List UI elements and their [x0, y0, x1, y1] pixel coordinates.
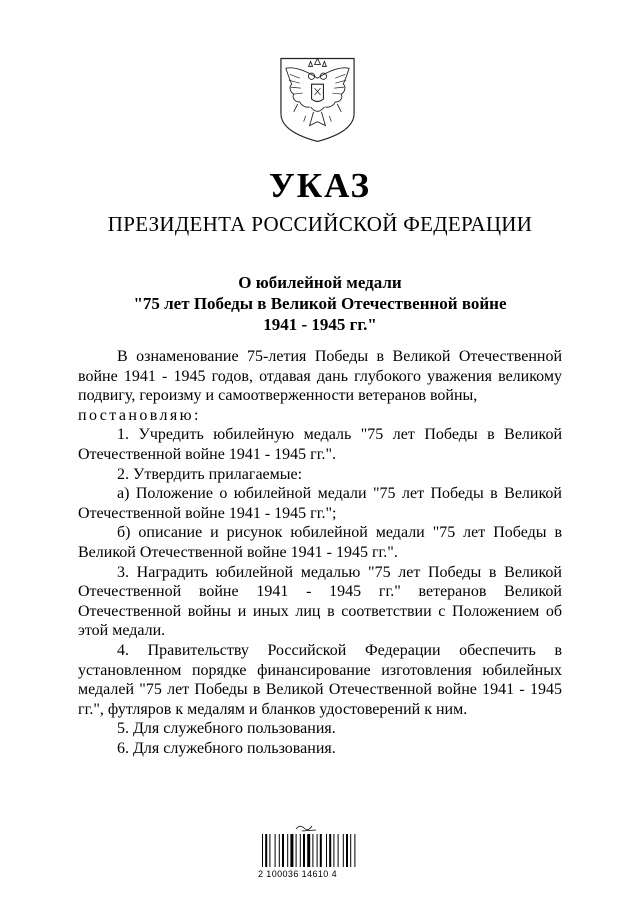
barcode-bar — [269, 834, 270, 867]
barcode-bar — [326, 834, 327, 867]
barcode-bar — [282, 834, 284, 867]
decree-body — [78, 347, 562, 758]
barcode-bar — [307, 834, 310, 867]
barcode-bar — [346, 834, 348, 867]
barcode-bar — [265, 834, 267, 867]
decree-word: постановляю: — [78, 406, 201, 424]
issuer-heading: ПРЕЗИДЕНТА РОССИЙСКОЙ ФЕДЕРАЦИИ — [107, 212, 533, 236]
barcode-bar — [303, 834, 305, 867]
decree-item: б) описание и рисунок юбилейной медали "75 лет Победы в Великой Отечественной войне 1941 - 1945 гг.". — [78, 524, 562, 561]
decree-item: 1. Учредить юбилейную медаль "75 лет Победы в Великой Отечественной войне 1941 - 1945 гг.". — [78, 426, 562, 463]
barcode-bar — [317, 834, 318, 867]
document-barcode — [256, 822, 384, 884]
barcode-bar — [300, 834, 301, 867]
barcode-bar — [320, 834, 322, 867]
decree-item: 2. Утвердить прилагаемые: — [117, 465, 303, 483]
decree-item: 6. Для служебного пользования. — [117, 739, 336, 757]
barcode-bar — [296, 834, 297, 867]
barcode-bar — [350, 834, 351, 867]
decree-item: 3. Наградить юбилейной медалью "75 лет Победы в Великой Отечественной войне 1941 - 1945 гг." ветеранов Великой Отечественной войны и иных лиц в соответствии с Положением об этой медали. — [78, 563, 562, 640]
barcode-bar — [329, 834, 331, 867]
barcode-bar — [343, 834, 344, 867]
barcode-bar — [338, 834, 339, 867]
barcode-bar — [290, 834, 293, 867]
decree-item: а) Положение о юбилейной медали "75 лет Победы в Великой Отечественной войне 1941 - 1945 гг."; — [78, 485, 562, 522]
preamble-paragraph: В ознаменование 75-летия Победы в Великой Отечественной войне 1941 - 1945 годов, отдавая дань глубокого уважения великому подвигу, героизму и самоотверженности ветеранов войны, — [78, 348, 562, 405]
barcode-number: 2 100036 14610 4 — [258, 869, 337, 879]
barcode-bar — [312, 834, 313, 867]
decree-title — [80, 272, 560, 335]
title-line: О юбилейной медали — [238, 273, 402, 292]
barcode-bar — [279, 834, 280, 867]
document-type-heading: УКАЗ — [269, 166, 371, 205]
barcode-bar — [275, 834, 276, 867]
decree-item: 4. Правительству Российской Федерации обеспечить в установленном порядке финансирование изготовления юбилейных медалей "75 лет Победы в Великой Отечественной войне 1941 - 1945 гг.", футляров к медалям и бланков удостоверений к ним. — [78, 641, 562, 718]
barcode-bar — [354, 834, 355, 867]
barcode-bar — [333, 834, 334, 867]
barcode-icon — [256, 822, 384, 870]
title-line: "75 лет Победы в Великой Отечественной войне — [133, 294, 507, 313]
russian-coat-of-arms-icon — [276, 52, 359, 144]
barcode-bar — [262, 834, 263, 867]
title-line: 1941 - 1945 гг." — [263, 315, 377, 334]
barcode-bar — [287, 834, 288, 867]
decree-item: 5. Для служебного пользования. — [117, 720, 336, 738]
